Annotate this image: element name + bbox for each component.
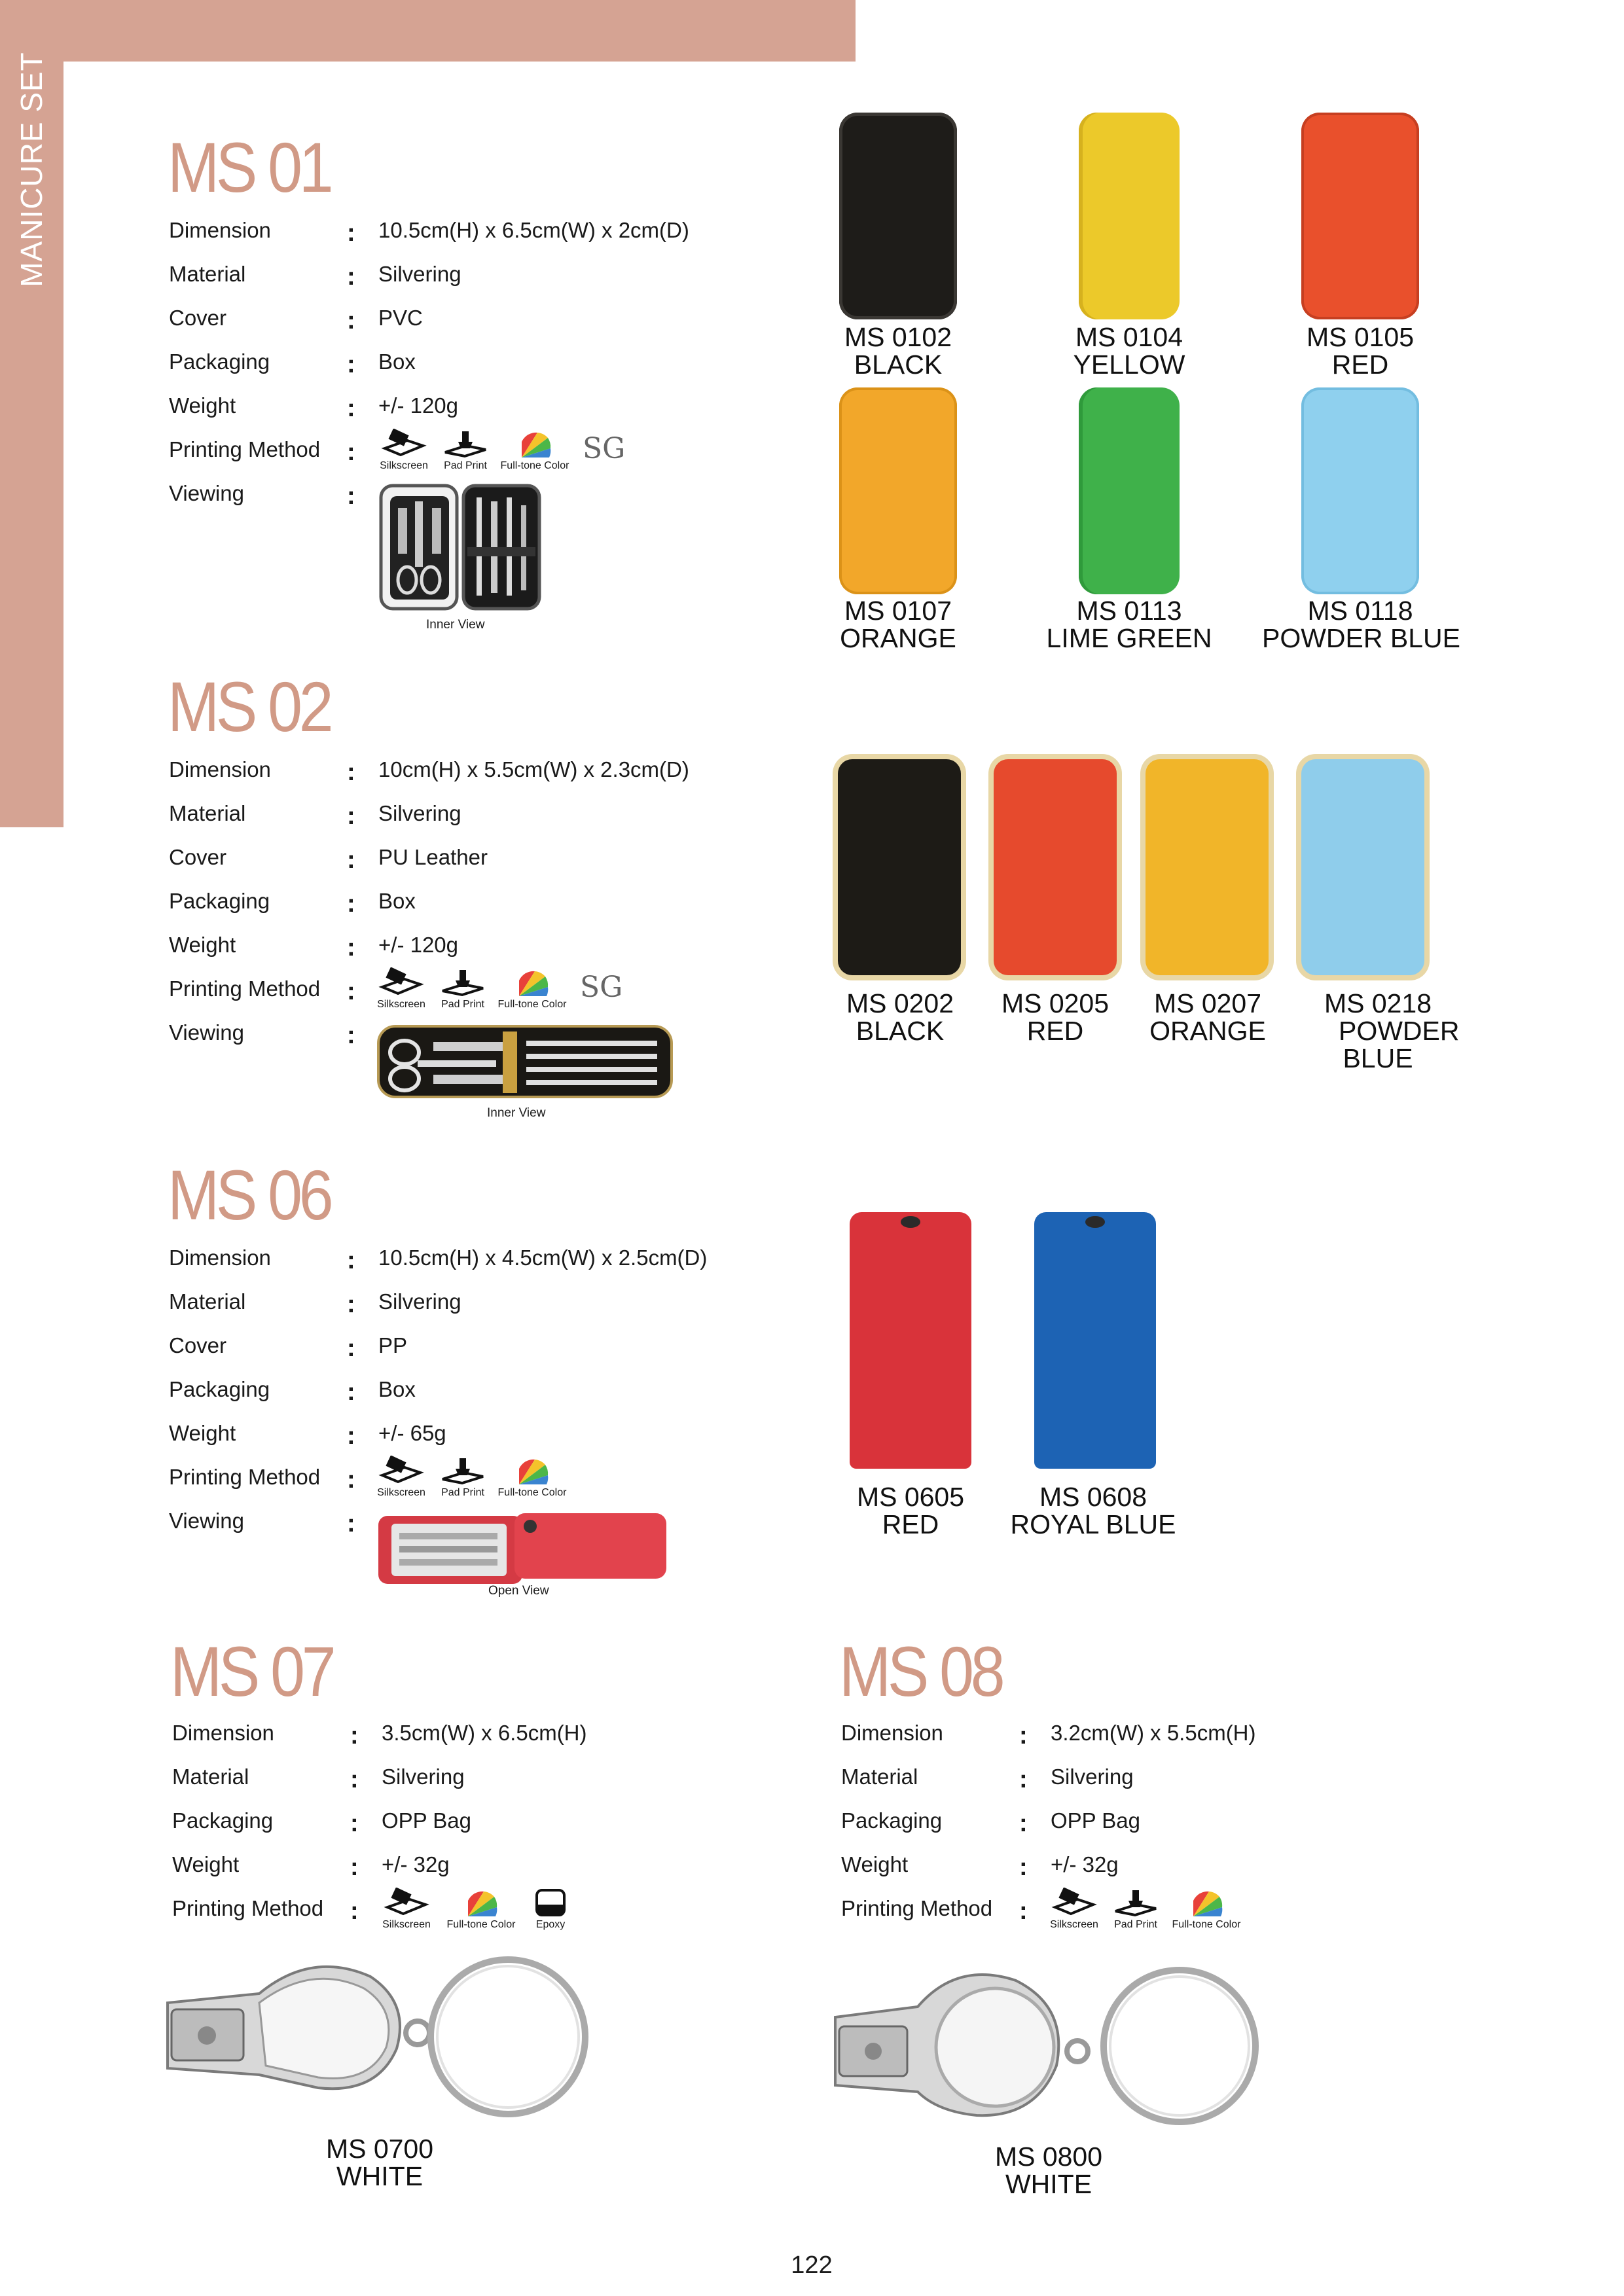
variant-code: MS 0104 xyxy=(1075,322,1183,352)
variant-code: MS 0205 xyxy=(1001,988,1110,1018)
full-tone-color-caption: Full-tone Color xyxy=(497,999,567,1010)
spec-label: Material xyxy=(169,1289,246,1314)
ms0605-red-case-image xyxy=(850,1212,971,1469)
full-tone-color-icon xyxy=(1170,1888,1242,1931)
variant-color: ORANGE xyxy=(840,623,956,653)
variant-code: MS 0218 xyxy=(1324,988,1432,1018)
variant-label xyxy=(812,990,988,1045)
spec-value: +/- 120g xyxy=(378,393,459,418)
variant-label xyxy=(1119,990,1296,1045)
variant-label xyxy=(812,1483,1009,1538)
ms02-title: MS 02 xyxy=(168,667,331,746)
ms0118-powder-blue-case-image xyxy=(1301,387,1419,594)
variant-label xyxy=(982,1483,1204,1538)
spec-label: Dimension xyxy=(169,757,271,781)
variant-color: RED xyxy=(1026,1016,1084,1046)
variant-color: BLACK xyxy=(856,1016,945,1046)
full-tone-color-caption: Full-tone Color xyxy=(446,1919,516,1930)
spec-value: Silvering xyxy=(1051,1765,1134,1789)
spec-label: Weight xyxy=(172,1852,240,1876)
ms0608-royal-blue-case-image xyxy=(1034,1212,1156,1469)
spec-label: Viewing xyxy=(169,1020,244,1045)
variant-code: MS 0608 xyxy=(1039,1482,1147,1512)
spec-label: Material xyxy=(169,262,246,286)
spec-label: Dimension xyxy=(169,218,271,242)
pad-print-icon xyxy=(436,429,495,472)
variant-color: ROYAL BLUE xyxy=(1010,1509,1176,1539)
variant-code: MS 0102 xyxy=(844,322,952,352)
variant-color: POWDER BLUE xyxy=(1262,623,1460,653)
ms0207-orange-case-image xyxy=(1146,759,1269,975)
variant-color: BLACK xyxy=(854,350,943,380)
silkscreen-caption: Silkscreen xyxy=(380,460,428,471)
full-tone-color-icon xyxy=(496,967,568,1011)
variant-color: YELLOW xyxy=(1073,350,1185,380)
spec-value: PU Leather xyxy=(378,845,488,869)
full-tone-color-icon xyxy=(445,1888,517,1931)
variant-code: MS 0207 xyxy=(1153,988,1262,1018)
ms07-title: MS 07 xyxy=(170,1632,333,1711)
ms08-title: MS 08 xyxy=(839,1632,1002,1711)
variant-label xyxy=(967,990,1144,1045)
ms02-inner-view-image xyxy=(374,1021,676,1102)
pad-print-caption: Pad Print xyxy=(1114,1919,1157,1930)
spec-value: OPP Bag xyxy=(382,1808,471,1833)
spec-value: 10cm(H) x 5.5cm(W) x 2.3cm(D) xyxy=(378,757,689,781)
spec-label: Printing Method xyxy=(169,977,321,1001)
spec-value: PP xyxy=(378,1333,408,1357)
ms0113-lime-green-case-image xyxy=(1079,387,1180,594)
spec-value: +/- 120g xyxy=(378,933,459,957)
spec-label: Dimension xyxy=(841,1721,943,1745)
ms0218-powder-blue-case-image xyxy=(1301,759,1424,975)
spec-label: Packaging xyxy=(169,889,270,913)
spec-value: Box xyxy=(378,1377,416,1401)
spec-label: Dimension xyxy=(172,1721,274,1745)
spec-value: Silvering xyxy=(382,1765,465,1789)
spec-value: Silvering xyxy=(378,1289,461,1314)
silkscreen-caption: Silkscreen xyxy=(1050,1919,1098,1930)
ms02-view-caption: Inner View xyxy=(487,1106,546,1120)
variant-label xyxy=(800,323,996,378)
ms06-title: MS 06 xyxy=(168,1155,331,1234)
spec-label: Weight xyxy=(169,933,236,957)
variant-code: MS 0202 xyxy=(846,988,954,1018)
spec-label: Packaging xyxy=(169,1377,270,1401)
variant-label xyxy=(800,597,996,652)
top-accent-bar xyxy=(0,0,856,62)
variant-code: MS 0105 xyxy=(1306,322,1415,352)
spec-label: Packaging xyxy=(841,1808,943,1833)
variant-label xyxy=(1031,597,1227,652)
silkscreen-caption: Silkscreen xyxy=(377,1487,425,1498)
ms0700-nail-clipper-keychain-image xyxy=(161,1937,600,2134)
variant-color: LIME GREEN xyxy=(1046,623,1212,653)
variant-code: MS 0700 xyxy=(325,2134,434,2164)
spec-label: Cover xyxy=(169,306,227,330)
ms06-view-caption: Open View xyxy=(488,1584,549,1598)
silkscreen-icon xyxy=(374,429,433,472)
spec-label: Packaging xyxy=(172,1808,274,1833)
ms0800-nail-clipper-keychain-image xyxy=(826,1954,1271,2144)
spec-value: Silvering xyxy=(378,801,461,825)
full-tone-color-icon xyxy=(499,429,571,472)
ms01-inner-view-image xyxy=(378,482,543,613)
spec-value: OPP Bag xyxy=(1051,1808,1140,1833)
spec-value: Box xyxy=(378,889,416,913)
full-tone-color-icon xyxy=(496,1456,568,1499)
spec-label: Packaging xyxy=(169,350,270,374)
spec-value: 10.5cm(H) x 4.5cm(W) x 2.5cm(D) xyxy=(378,1246,708,1270)
silkscreen-icon xyxy=(377,1888,436,1931)
ms0102-black-case-image xyxy=(839,113,957,319)
spec-label: Weight xyxy=(169,393,236,418)
variant-code: MS 0107 xyxy=(844,596,952,626)
variant-code: MS 0113 xyxy=(1076,596,1182,626)
variant-code: MS 0800 xyxy=(994,2142,1103,2172)
spec-label: Material xyxy=(169,801,246,825)
variant-code: MS 0118 xyxy=(1307,596,1413,626)
spec-value: Box xyxy=(378,350,416,374)
variant-label xyxy=(1031,323,1227,378)
spec-label: Material xyxy=(172,1765,249,1789)
variant-color: ORANGE xyxy=(1149,1016,1266,1046)
spec-label: Material xyxy=(841,1765,918,1789)
variant-label xyxy=(950,2143,1147,2198)
variant-color: WHITE xyxy=(336,2161,424,2191)
pad-print-icon xyxy=(1106,1888,1165,1931)
ms01-view-caption: Inner View xyxy=(426,618,485,632)
ms01-title: MS 01 xyxy=(168,128,331,207)
side-tab-label: MANICURE SET xyxy=(14,52,48,287)
silkscreen-caption: Silkscreen xyxy=(377,999,425,1010)
ms0107-orange-case-image xyxy=(839,387,957,594)
spec-label: Viewing xyxy=(169,481,244,505)
side-tab xyxy=(0,52,63,287)
variant-color: RED xyxy=(1331,350,1389,380)
silkscreen-caption: Silkscreen xyxy=(382,1919,431,1930)
silkscreen-icon xyxy=(1045,1888,1104,1931)
sg-mark: SG xyxy=(583,432,626,465)
ms06-open-view-image xyxy=(376,1509,670,1588)
epoxy-caption: Epoxy xyxy=(535,1919,566,1930)
spec-value: PVC xyxy=(378,306,423,330)
spec-label: Printing Method xyxy=(169,437,321,461)
spec-value: 3.5cm(W) x 6.5cm(H) xyxy=(382,1721,587,1745)
variant-label xyxy=(1262,323,1458,378)
ms0104-yellow-case-image xyxy=(1079,113,1180,319)
spec-label: Cover xyxy=(169,1333,227,1357)
spec-value: +/- 32g xyxy=(382,1852,450,1876)
pad-print-caption: Pad Print xyxy=(441,999,484,1010)
spec-label: Weight xyxy=(841,1852,909,1876)
spec-value: Silvering xyxy=(378,262,461,286)
variant-color: RED xyxy=(882,1509,939,1539)
silkscreen-icon xyxy=(372,967,431,1011)
spec-label: Dimension xyxy=(169,1246,271,1270)
spec-value: +/- 65g xyxy=(378,1421,446,1445)
pad-print-icon xyxy=(433,967,492,1011)
epoxy-icon xyxy=(528,1888,573,1931)
variant-label xyxy=(281,2135,478,2190)
spec-label: Cover xyxy=(169,845,227,869)
variant-color: WHITE xyxy=(1005,2169,1092,2199)
variant-label xyxy=(1303,988,1460,1073)
variant-color: POWDER BLUE xyxy=(1339,1016,1460,1073)
variant-label xyxy=(1262,597,1458,652)
pad-print-caption: Pad Print xyxy=(441,1487,484,1498)
spec-label: Printing Method xyxy=(841,1896,993,1920)
spec-value: 10.5cm(H) x 6.5cm(W) x 2cm(D) xyxy=(378,218,689,242)
ms0202-black-case-image xyxy=(838,759,961,975)
spec-label: Printing Method xyxy=(172,1896,324,1920)
silkscreen-icon xyxy=(372,1456,431,1499)
ms0205-red-case-image xyxy=(994,759,1117,975)
pad-print-icon xyxy=(433,1456,492,1499)
spec-label: Weight xyxy=(169,1421,236,1445)
pad-print-caption: Pad Print xyxy=(444,460,487,471)
spec-label: Viewing xyxy=(169,1509,244,1533)
spec-label: Printing Method xyxy=(169,1465,321,1489)
full-tone-color-caption: Full-tone Color xyxy=(500,460,569,471)
spec-value: +/- 32g xyxy=(1051,1852,1119,1876)
sg-mark: SG xyxy=(580,971,623,1004)
full-tone-color-caption: Full-tone Color xyxy=(497,1487,567,1498)
full-tone-color-caption: Full-tone Color xyxy=(1172,1919,1241,1930)
ms0105-red-case-image xyxy=(1301,113,1419,319)
spec-value: 3.2cm(W) x 5.5cm(H) xyxy=(1051,1721,1256,1745)
page-number: 122 xyxy=(791,2251,833,2279)
variant-code: MS 0605 xyxy=(856,1482,965,1512)
